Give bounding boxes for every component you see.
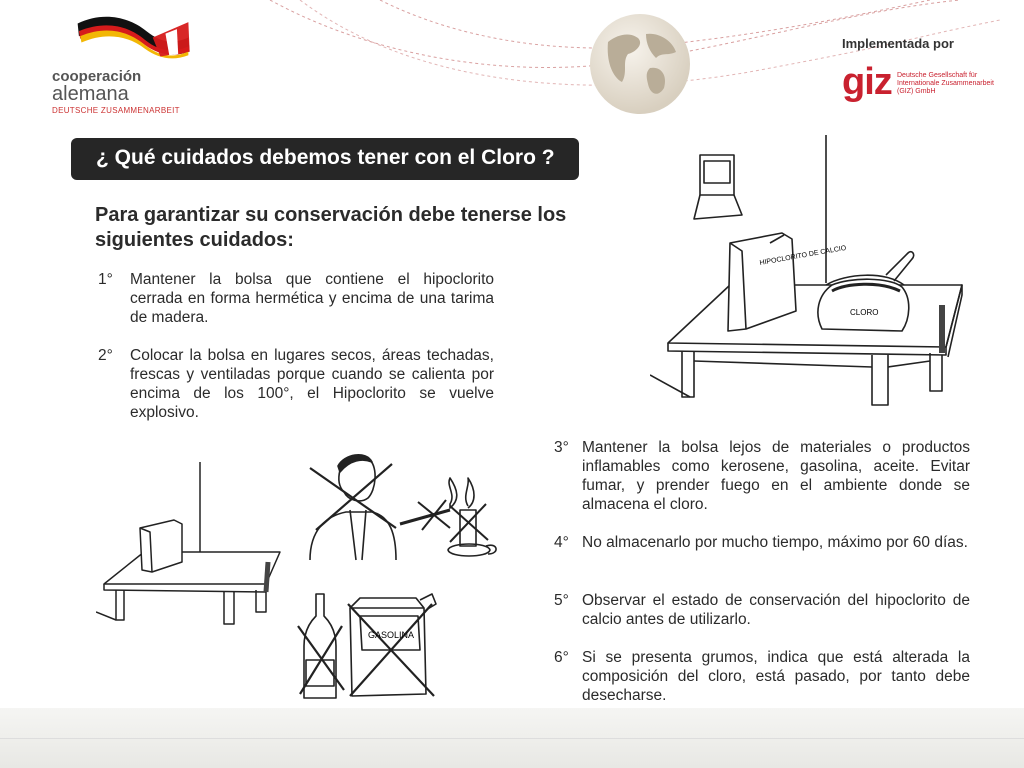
item-text: No almacenarlo por mucho tiempo, máximo por 60 días. bbox=[582, 534, 968, 551]
implemented-by-label: Implementada por bbox=[842, 36, 954, 51]
sack-label: CLORO bbox=[850, 308, 879, 317]
partner-logo-line1: cooperación bbox=[52, 68, 142, 85]
item-text: Colocar la bolsa en lugares secos, áreas techadas, frescas y ventiladas porque cuando se calienta por encima de los 100°, el Hipoclorito se vuelve explosivo. bbox=[130, 347, 494, 421]
item-number: 6° bbox=[554, 649, 569, 666]
list-item bbox=[98, 270, 496, 330]
item-number: 3° bbox=[554, 439, 569, 456]
giz-logo: giz bbox=[842, 61, 892, 103]
partner-logo-line2: alemana bbox=[52, 83, 129, 105]
list-item bbox=[554, 591, 970, 631]
list-item bbox=[554, 533, 970, 573]
partner-logo-line3: DEUTSCHE ZUSAMMENARBEIT bbox=[52, 106, 180, 115]
item-text: Mantener la bolsa que contiene el hipoclorito cerrada en forma hermética y encima de una tarima de madera. bbox=[130, 271, 494, 326]
small-table-illustration bbox=[96, 462, 286, 632]
list-item bbox=[554, 648, 970, 708]
giz-subtitle: Deutsche Gesellschaft für Internationale Zusammenarbeit (GIZ) GmbH bbox=[897, 72, 994, 95]
item-text: Mantener la bolsa lejos de materiales o productos inflamables como kerosene, gasolina, aceite. Evitar fumar, y prender fuego en el ambiente donde se almacena el cloro. bbox=[582, 439, 970, 513]
item-text: Si se presenta grumos, indica que está alterada la composición del cloro, está pasado, por tanto debe desecharse. bbox=[582, 649, 970, 704]
list-item bbox=[554, 438, 970, 518]
item-number: 2° bbox=[98, 347, 113, 364]
bag-label: HIPOCLORITO DE CALCIO bbox=[759, 244, 847, 267]
list-item bbox=[98, 346, 496, 426]
can-label: GASOLINA bbox=[368, 630, 415, 640]
no-flammables-illustration bbox=[296, 590, 446, 705]
item-number: 1° bbox=[98, 271, 113, 288]
page-title: ¿ Qué cuidados debemos tener con el Cloro ? bbox=[96, 146, 555, 169]
page-subtitle: Para garantizar su conservación debe tenerse los siguientes cuidados: bbox=[95, 204, 567, 251]
storage-table-illustration bbox=[650, 135, 970, 415]
item-text: Observar el estado de conservación del hipoclorito de calcio antes de utilizarlo. bbox=[582, 592, 970, 628]
footer-divider bbox=[0, 738, 1024, 739]
globe-icon bbox=[588, 12, 692, 116]
no-fire-illustration bbox=[300, 450, 510, 570]
item-number: 4° bbox=[554, 534, 569, 551]
item-number: 5° bbox=[554, 592, 569, 609]
